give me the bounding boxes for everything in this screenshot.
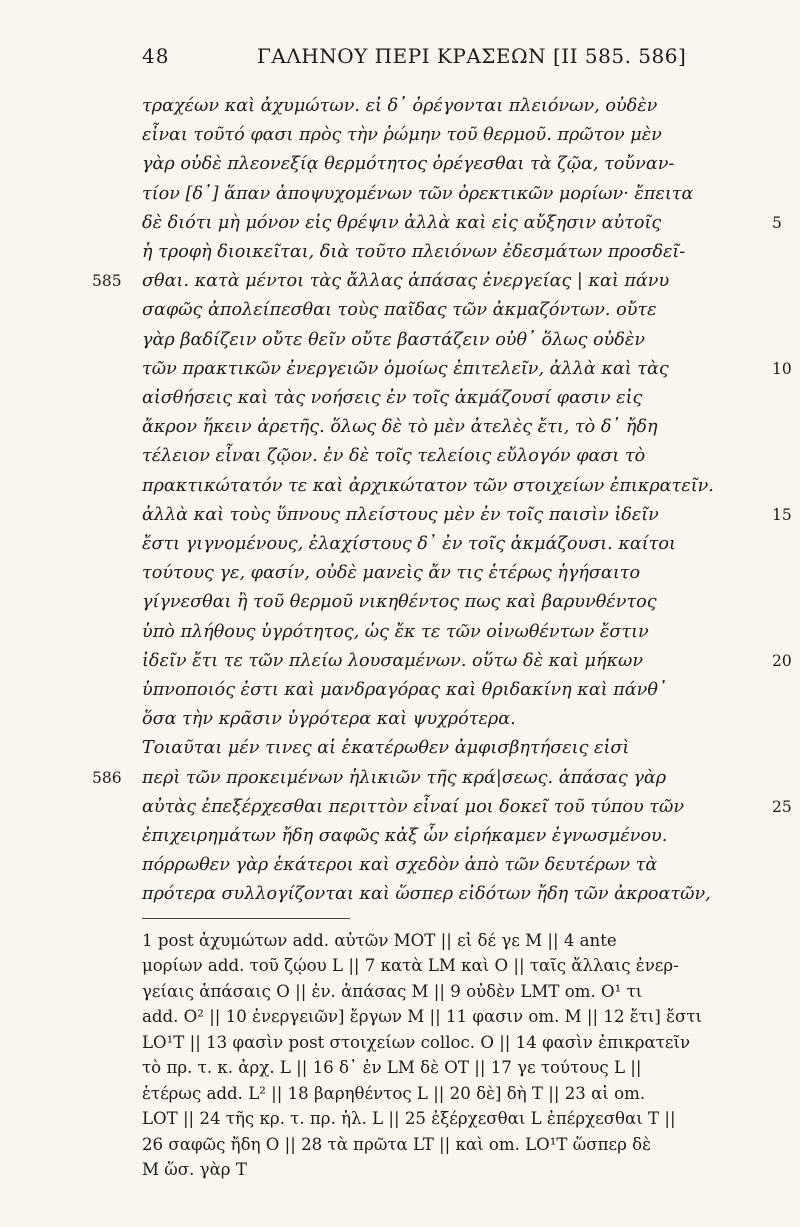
line-number: 5 <box>772 213 782 232</box>
text-line: αὐτὰς ἐπεξέρχεσθαι περιττὸν εἶναί μοι δοκεῖ τοῦ τύπου τῶν <box>142 796 685 817</box>
text-line: ἡ τροφὴ διοικεῖται, διὰ τοῦτο πλειόνων ἐδεσμάτων προσδεῖ- <box>142 242 686 262</box>
text-line: τραχέων καὶ ἀχυμώτων. εἰ δ᾽ ὀρέγονται πλειόνων, οὐδὲν <box>142 96 658 116</box>
text-line: δὲ διότι μὴ μόνον εἰς θρέψιν ἀλλὰ καὶ εἰς αὔξησιν αὐτοῖς <box>142 212 662 233</box>
notes-divider <box>142 918 350 919</box>
text-line: αἰσθήσεις καὶ τὰς νοήσεις ἐν τοῖς ἀκμάζουσί φασιν εἰς <box>142 388 643 408</box>
text-line: ὑπνοποιός ἐστι καὶ μανδραγόρας καὶ θριδακίνη καὶ πάνθ᾽ <box>142 680 667 700</box>
apparatus-line: 26 σαφῶς ἤδη O || 28 τὰ πρῶτα LT || καὶ om. LO¹T ὥσπερ δὲ <box>142 1134 652 1154</box>
apparatus-line: M ὥσ. γὰρ T <box>142 1160 247 1180</box>
text-line: τούτους γε, φασίν, οὐδὲ μανεὶς ἄν τις ἑτέρως ἡγήσαιτο <box>142 563 641 584</box>
text-line: ὑπὸ πλήθους ὑγρότητος, ὡς ἔκ τε τῶν οἰνωθέντων ἔστιν <box>142 621 649 642</box>
text-line: τέλειον εἶναι ζῷον. ἐν δὲ τοῖς τελείοις εὔλογόν φασι τὸ <box>142 446 646 467</box>
line-number: 20 <box>772 651 792 670</box>
line-number: 25 <box>772 797 792 816</box>
text-line: Τοιαῦται μέν τινες αἱ ἑκατέρωθεν ἀμφισβητήσεις εἰσὶ <box>142 738 630 759</box>
apparatus-line: LOT || 24 τῆς κρ. τ. πρ. ἡλ. L || 25 ἐξέρχεσθαι L ἐπέρχεσθαι T || <box>142 1109 676 1129</box>
text-line: σθαι. κατὰ μέντοι τὰς ἄλλας ἁπάσας ἐνεργείας | καὶ πάνυ <box>142 271 670 292</box>
text-line: γὰρ βαδίζειν οὔτε θεῖν οὔτε βαστάζειν οὐθ᾽ ὅλως οὐδὲν <box>142 329 646 350</box>
text-line: ἀλλὰ καὶ τοὺς ὕπνους πλείστους μὲν ἐν τοῖς παισὶν ἰδεῖν <box>142 504 659 525</box>
page-number: 48 <box>142 44 170 68</box>
apparatus-line: LO¹T || 13 φασὶν post στοιχείων colloc. O || 14 φασὶν ἐπικρατεῖν <box>142 1032 691 1052</box>
text-line: πόρρωθεν γὰρ ἑκάτεροι καὶ σχεδὸν ἀπὸ τῶν δευτέρων τὰ <box>142 855 658 876</box>
apparatus-line: γείαις ἁπάσαις O || ἐν. ἁπάσας M || 9 οὐδὲν LMT om. O¹ τι <box>142 981 643 1001</box>
apparatus-line: ἑτέρως add. L² || 18 βαρηθέντος L || 20 δὲ] δὴ T || 23 αἱ om. <box>142 1083 646 1103</box>
apparatus-line: 1 post ἀχυμώτων add. αὐτῶν MOT || εἰ δέ γε M || 4 ante <box>142 930 617 950</box>
text-line: περὶ τῶν προκειμένων ἡλικιῶν τῆς κρά|σεως. ἁπάσας γὰρ <box>142 767 667 788</box>
text-line: γίγνεσθαι ἢ τοῦ θερμοῦ νικηθέντος πως καὶ βαρυνθέντος <box>142 592 657 613</box>
running-header <box>142 44 762 74</box>
apparatus-line: μορίων add. τοῦ ζῴου L || 7 κατὰ LM καὶ O || ταῖς ἄλλαις ἐνερ- <box>142 956 679 976</box>
line-number: 15 <box>772 505 792 524</box>
kuhn-page-marker: 586 <box>92 768 122 787</box>
running-title: ΓΑΛΗΝΟΥ ΠΕΡΙ ΚΡΑΣΕΩΝ [II 585. 586] <box>257 44 687 68</box>
text-line: τῶν πρακτικῶν ἐνεργειῶν ὁμοίως ἐπιτελεῖν, ἀλλὰ καὶ τὰς <box>142 358 669 379</box>
text-line: εἶναι τοῦτό φασι πρὸς τὴν ῥώμην τοῦ θερμοῦ. πρῶτον μὲν <box>142 125 662 146</box>
text-line: ἔστι γιγνομένους, ἐλαχίστους δ᾽ ἐν τοῖς ἀκμάζουσι. καίτοι <box>142 534 676 554</box>
text-line: πρακτικώτατόν τε καὶ ἀρχικώτατον τῶν στοιχείων ἐπικρατεῖν. <box>142 475 714 496</box>
text-line: ὅσα τὴν κρᾶσιν ὑγρότερα καὶ ψυχρότερα. <box>142 709 516 730</box>
text-line: σαφῶς ἀπολείπεσθαι τοὺς παῖδας τῶν ἀκμαζόντων. οὔτε <box>142 300 657 321</box>
text-line: πρότερα συλλογίζονται καὶ ὥσπερ εἰδότων ἤδη τῶν ἀκροατῶν, <box>142 884 711 905</box>
apparatus-line: τὸ πρ. τ. κ. ἀρχ. L || 16 δ᾽ ἐν LM δὲ OT || 17 γε τούτους L || <box>142 1058 642 1078</box>
text-line: ἰδεῖν ἔτι τε τῶν πλείω λουσαμένων. οὕτω δὲ καὶ μήκων <box>142 650 644 671</box>
text-line: τίον [δ᾽] ἅπαν ἀποψυχομένων τῶν ὀρεκτικῶν μορίων· ἔπειτα <box>142 183 694 204</box>
apparatus-line: add. O² || 10 ἐνεργειῶν] ἔργων M || 11 φασιν om. M || 12 ἔτι] ἔστι <box>142 1007 703 1027</box>
kuhn-page-marker: 585 <box>92 272 122 291</box>
text-line: γὰρ οὐδὲ πλεονεξίᾳ θερμότητος ὀρέγεσθαι τὰ ζῷα, τοὔναν- <box>142 154 675 175</box>
text-line: ἐπιχειρημάτων ἤδη σαφῶς κἀξ ὧν εἰρήκαμεν ἐγνωσμένου. <box>142 826 668 846</box>
text-line: ἄκρον ἥκειν ἀρετῆς. ὅλως δὲ τὸ μὲν ἀτελὲς ἔτι, τὸ δ᾽ ἤδη <box>142 417 658 438</box>
line-number: 10 <box>772 359 792 378</box>
